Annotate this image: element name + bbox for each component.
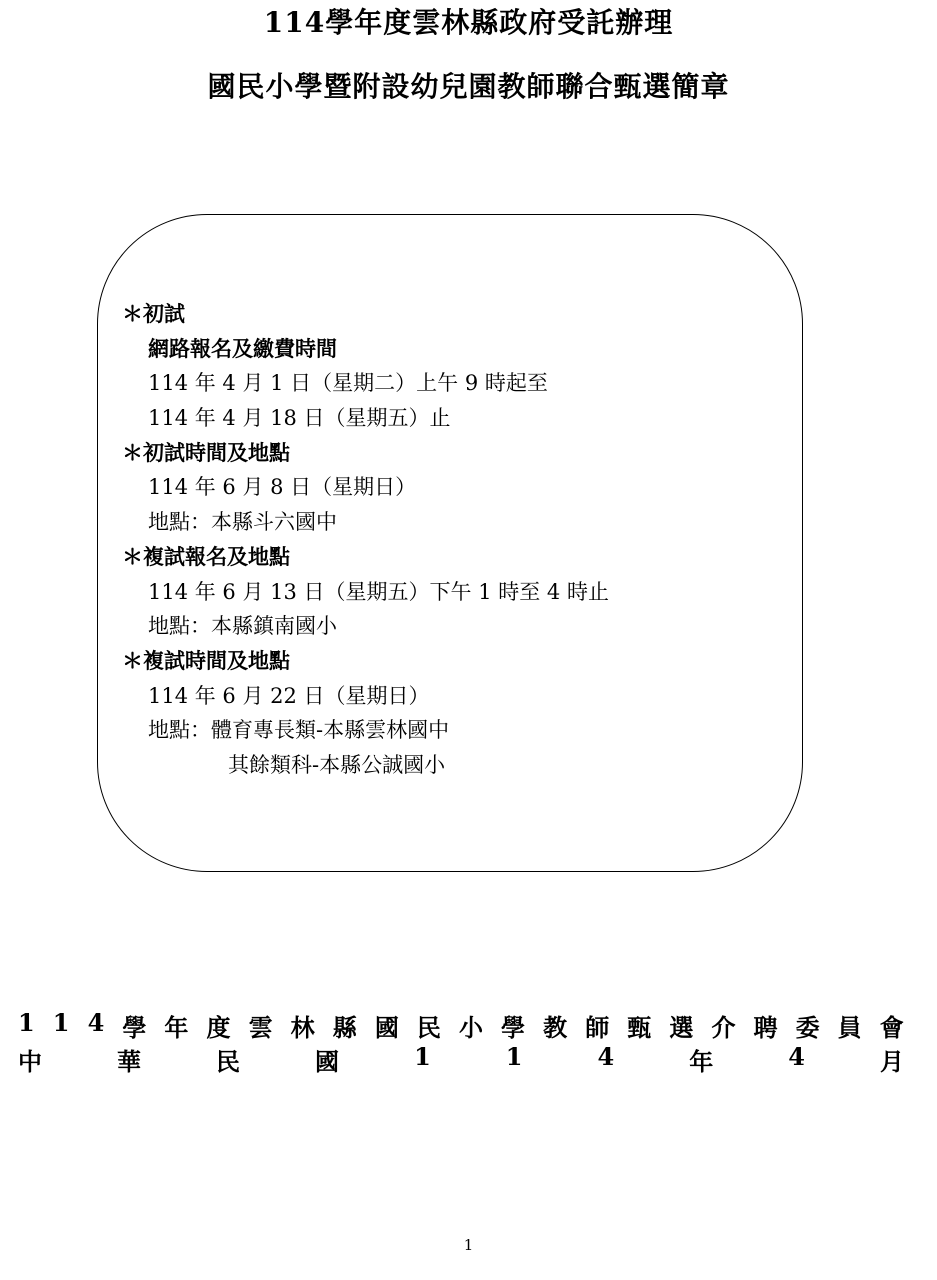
schedule-content: [122, 297, 782, 783]
registration-start: 114 年 4 月 1 日（星期二）上午 9 時起至: [148, 371, 548, 396]
footer-char: 度: [206, 1013, 231, 1042]
footer-char: 會: [879, 1013, 904, 1042]
footer-char: 民: [216, 1047, 241, 1076]
page-number: 1: [463, 1236, 474, 1254]
footer-char: 4: [597, 1042, 615, 1071]
document-title-line-1: 114學年度雲林縣政府受託辦理: [263, 6, 674, 39]
retest-registration-venue: 地點：本縣鎮南國小: [148, 614, 337, 639]
footer-committee: [18, 1008, 904, 1044]
footer-char: 聘: [753, 1013, 778, 1042]
retest-time-heading: ＊複試時間及地點: [122, 647, 290, 673]
footer-char: 1: [52, 1008, 70, 1037]
footer-char: 1: [505, 1042, 523, 1071]
registration-end: 114 年 4 月 18 日（星期五）止: [148, 406, 451, 431]
footer-date: [18, 1042, 904, 1078]
footer-char: 華: [117, 1047, 142, 1076]
footer-char: 師: [585, 1013, 610, 1042]
prelim-heading: ＊初試: [122, 301, 185, 326]
footer-char: 中: [18, 1047, 42, 1076]
footer-char: 甄: [627, 1013, 652, 1042]
footer-char: 1: [18, 1008, 35, 1037]
footer-char: 委: [795, 1013, 820, 1042]
prelim-time-heading: ＊初試時間及地點: [122, 439, 290, 465]
prelim-date: 114 年 6 月 8 日（星期日）: [148, 475, 417, 500]
footer-char: 小: [458, 1013, 483, 1042]
footer-char: 月: [879, 1047, 904, 1076]
retest-registration-heading: ＊複試報名及地點: [122, 543, 290, 569]
footer-char: 縣: [332, 1013, 357, 1042]
footer-char: 員: [837, 1013, 862, 1042]
footer-char: 4: [788, 1042, 805, 1071]
footer-char: 選: [669, 1013, 694, 1042]
footer-char: 學: [122, 1013, 147, 1042]
retest-venue-sports: 地點：體育專長類-本縣雲林國中: [148, 718, 450, 743]
document-title-line-2: 國民小學暨附設幼兒園教師聯合甄選簡章: [207, 70, 730, 103]
footer-char: 雲: [248, 1013, 273, 1042]
retest-registration-date: 114 年 6 月 13 日（星期五）下午 1 時至 4 時止: [148, 579, 609, 604]
footer-char: 介: [711, 1013, 736, 1042]
footer-char: 國: [315, 1047, 340, 1076]
footer-char: 年: [689, 1047, 714, 1076]
footer-char: 4: [87, 1008, 105, 1037]
footer-char: 林: [290, 1013, 315, 1042]
footer-char: 民: [416, 1013, 441, 1042]
footer-char: 國: [374, 1013, 399, 1042]
registration-heading: 網路報名及繳費時間: [148, 335, 337, 361]
footer-char: 年: [164, 1013, 189, 1042]
footer-char: 1: [414, 1042, 431, 1071]
retest-date: 114 年 6 月 22 日（星期日）: [148, 683, 430, 708]
footer-char: 學: [501, 1013, 526, 1042]
prelim-venue: 地點：本縣斗六國中: [148, 510, 337, 535]
retest-venue-others: 其餘類科-本縣公誠國小: [228, 752, 446, 777]
footer-char: 教: [543, 1013, 568, 1042]
